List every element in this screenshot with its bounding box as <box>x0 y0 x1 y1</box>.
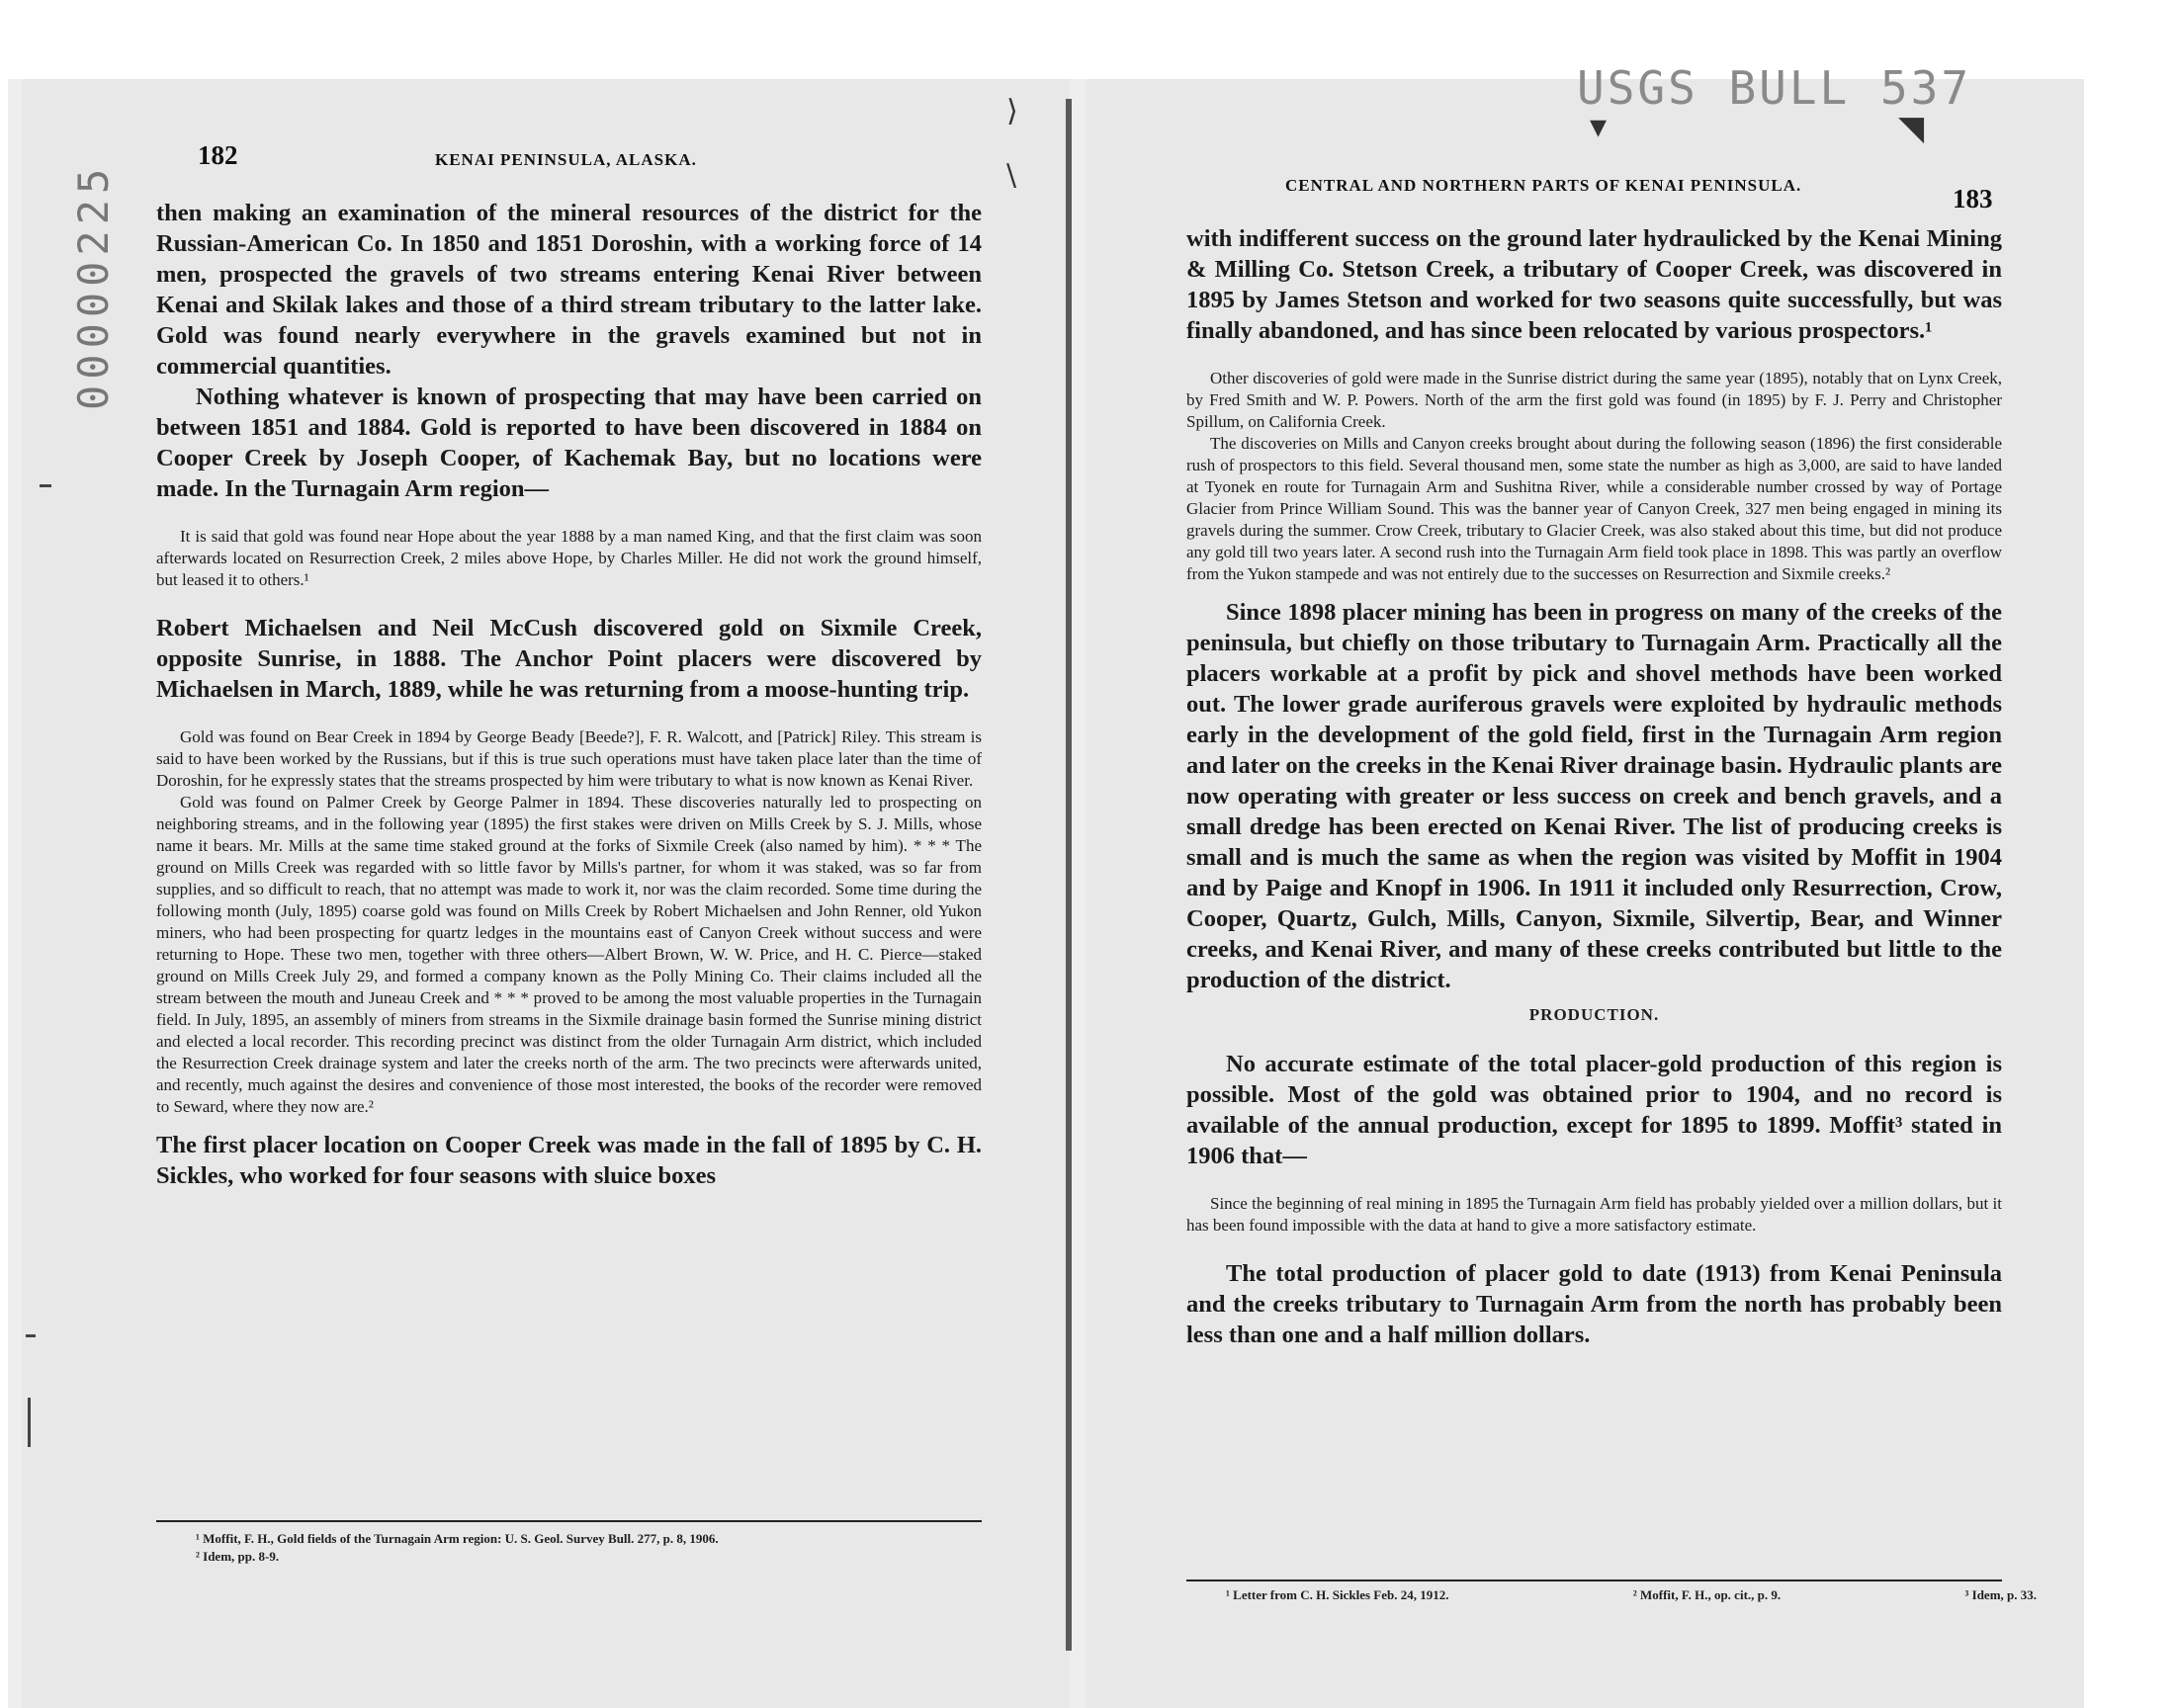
footnote-rule <box>1186 1580 2002 1581</box>
running-title-right: CENTRAL AND NORTHERN PARTS OF KENAI PENINSULA. <box>1285 176 1802 195</box>
footnote: ² Idem, pp. 8-9. <box>196 1549 280 1564</box>
footnote: ¹ Letter from C. H. Sickles Feb. 24, 1912. <box>1226 1587 1449 1602</box>
margin-mark <box>28 1398 31 1447</box>
footnote: ² Moffit, F. H., op. cit., p. 9. <box>1632 1587 1782 1602</box>
fold-mark: \ <box>1006 158 1017 193</box>
footnote: ³ Idem, p. 33. <box>1964 1587 2037 1602</box>
page-number-left: 182 <box>198 140 238 170</box>
paragraph: No accurate estimate of the total placer-gold production of this region is possible. Most of the gold was obtained prior to 1904, and no record is available of the annual production, except for 1895 to 1899. Moffit³ stated in 1906 that— <box>1186 1051 2002 1169</box>
quotation: Since the beginning of real mining in 1895 the Turnagain Arm field has probably yielded over a million dollars, but it has been found impossible with the data at hand to give a more satisfactory estimate. <box>1186 1194 2002 1235</box>
paragraph: with indifferent success on the ground later hydraulicked by the Kenai Mining & Milling Co. Stetson Creek, a tributary of Cooper Creek, was discovered in 1895 by James Stetson and worked for two seasons quite successfully, but was finally abandoned, and has since been relocated by various prospectors.¹ <box>1186 225 2002 344</box>
paragraph: Nothing whatever is known of prospecting that may have been carried on between 1851 and 1884. Gold is reported to have been discovered in 1884 on Cooper Creek by Joseph Cooper, of Kachemak Bay, but no locations were made. In the Turnagain Arm region— <box>156 384 982 502</box>
quotation: Gold was found on Bear Creek in 1894 by George Beady [Beede?], F. R. Walcott, and [Patrick] Riley. This stream is said to have been worked by the Russians, but if this is true such operations must have taken place later than the time of Doroshin, for he expressly states that the streams prospected by him were tributary to what is now known as Kenai River. <box>156 727 982 790</box>
section-heading: PRODUCTION. <box>1528 1005 1660 1024</box>
quotation: The discoveries on Mills and Canyon creeks brought about during the following season (1896) the first considerable rush of prospectors to this field. Several thousand men, some state the number as high as 3,000, are said to have landed at Tyonek en route for Turnagain Arm and Sushitna River, while a considerable number crossed by way of Portage Glacier from Prince William Sound. This was the banner year of Canyon Creek, 327 men being engaged in mining its gravels during the summer. Crow Creek, tributary to Glacier Creek, was also staked about this time, but did not produce any gold till two years later. A second rush into the Turnagain Arm field took place in 1898. This was partly an overflow from the Yukon stampede and was not entirely due to the successes on Resurrection and Sixmile creeks.² <box>1186 434 2002 583</box>
clip-mark: ◥ <box>1898 109 1925 148</box>
binding-gutter <box>1066 99 1072 1651</box>
margin-mark <box>40 484 51 487</box>
page-number-right: 183 <box>1953 184 1993 214</box>
paragraph: The first placer location on Cooper Creek was made in the fall of 1895 by C. H. Sickles, who worked for four seasons with sluice boxes <box>156 1132 982 1189</box>
quotation: It is said that gold was found near Hope about the year 1888 by a man named King, and that the first claim was soon afterwards located on Resurrection Creek, 2 miles above Hope, by Charles Miller. He did not work the ground himself, but leased it to others.¹ <box>156 527 982 589</box>
fold-mark: ⟩ <box>1006 94 1018 128</box>
right-text-column <box>1186 223 2002 1350</box>
library-stamp: USGS BULL 537 <box>1577 61 1972 115</box>
running-title-left: KENAI PENINSULA, ALASKA. <box>435 150 697 169</box>
quotation: Gold was found on Palmer Creek by George Palmer in 1894. These discoveries naturally led to prospecting on neighboring streams, and in the following year (1895) the first stakes were driven on Mills Creek by S. J. Mills, whose name it bears. Mr. Mills at the same time staked ground at the forks of Sixmile Creek (also named by him). * * * The ground on Mills Creek was regarded with so little favor by Mills's partner, for whom it was staked, was so far from supplies, and so difficult to reach, that no attempt was made to work it, nor was the claim recorded. Some time during the following month (July, 1895) coarse gold was found on Mills Creek by Robert Michaelsen and John Renner, old Yukon miners, who had been prospecting for quartz ledges in the mountains east of Canyon Creek without success and were returning to Hope. These two men, together with three others—Albert Brown, W. W. Price, and H. C. Pierce—staked ground on Mills Creek July 29, and formed a company known as the Polly Mining Co. Their claims included all the stream between the mouth and Juneau Creek and * * * proved to be among the most valuable properties in the Turnagain field. In July, 1895, an assembly of miners from streams in the Sixmile drainage basin formed the Sunrise mining district and elected a local recorder. This recording precinct was distinct from the older Turnagain Arm district, which included the Resurrection Creek drainage system and later the creeks north of the arm. The two precincts were afterwards united, and recently, much against the desires and convenience of those most interested, the books of the recorder were removed to Seward, where they now are.² <box>156 793 982 1116</box>
footnote: ¹ Moffit, F. H., Gold fields of the Turnagain Arm region: U. S. Geol. Survey Bull. 277, p. 8, 1906. <box>196 1531 719 1546</box>
paragraph: Robert Michaelsen and Neil McCush discovered gold on Sixmile Creek, opposite Sunrise, in 1888. The Anchor Point placers were discovered by Michaelsen in March, 1889, while he was returning from a moose-hunting trip. <box>156 615 982 703</box>
paragraph: The total production of placer gold to date (1913) from Kenai Peninsula and the creeks tributary to Turnagain Arm from the north has probably been less than one and a half million dollars. <box>1186 1260 2002 1348</box>
paragraph: then making an examination of the mineral resources of the district for the Russian-American Co. In 1850 and 1851 Doroshin, with a working force of 14 men, prospected the gravels of two streams entering Kenai River between Kenai and Skilak lakes and those of a third stream tributary to the latter lake. Gold was found nearly everywhere in the gravels examined but not in commercial quantities. <box>156 200 982 380</box>
footnote-row <box>1226 1587 2037 1603</box>
margin-mark <box>26 1334 36 1337</box>
footnote-rule <box>156 1520 982 1522</box>
left-text-column <box>156 198 982 1191</box>
clip-mark: ▾ <box>1590 107 1608 146</box>
paragraph: Since 1898 placer mining has been in progress on many of the creeks of the peninsula, but chiefly on those tributary to Turnagain Arm. Practically all the placers workable at a profit by pick and shovel methods have been worked out. The lower grade auriferous gravels were exploited by hydraulic methods early in the development of the gold field, first in the Turnagain Arm region and later on the creeks in the Kenai River drainage basin. Hydraulic plants are now operating with greater or less success on creek and bench gravels, and a small dredge has been erected on Kenai River. The list of producing creeks is small and is much the same as when the region was visited by Moffit in 1904 and by Paige and Knopf in 1906. In 1911 it included only Resurrection, Crow, Cooper, Quartz, Gulch, Mills, Canyon, Sixmile, Silvertip, Bear, and Winner creeks, and Kenai River, and many of these creeks contributed but little to the production of the district. <box>1186 599 2002 993</box>
quotation: Other discoveries of gold were made in the Sunrise district during the same year (1895), notably that on Lynx Creek, by Fred Smith and W. P. Powers. North of the arm the first gold was found (in 1895) by F. J. Perry and Christopher Spillum, on California Creek. <box>1186 369 2002 431</box>
archive-id: 00000225 <box>69 162 118 410</box>
